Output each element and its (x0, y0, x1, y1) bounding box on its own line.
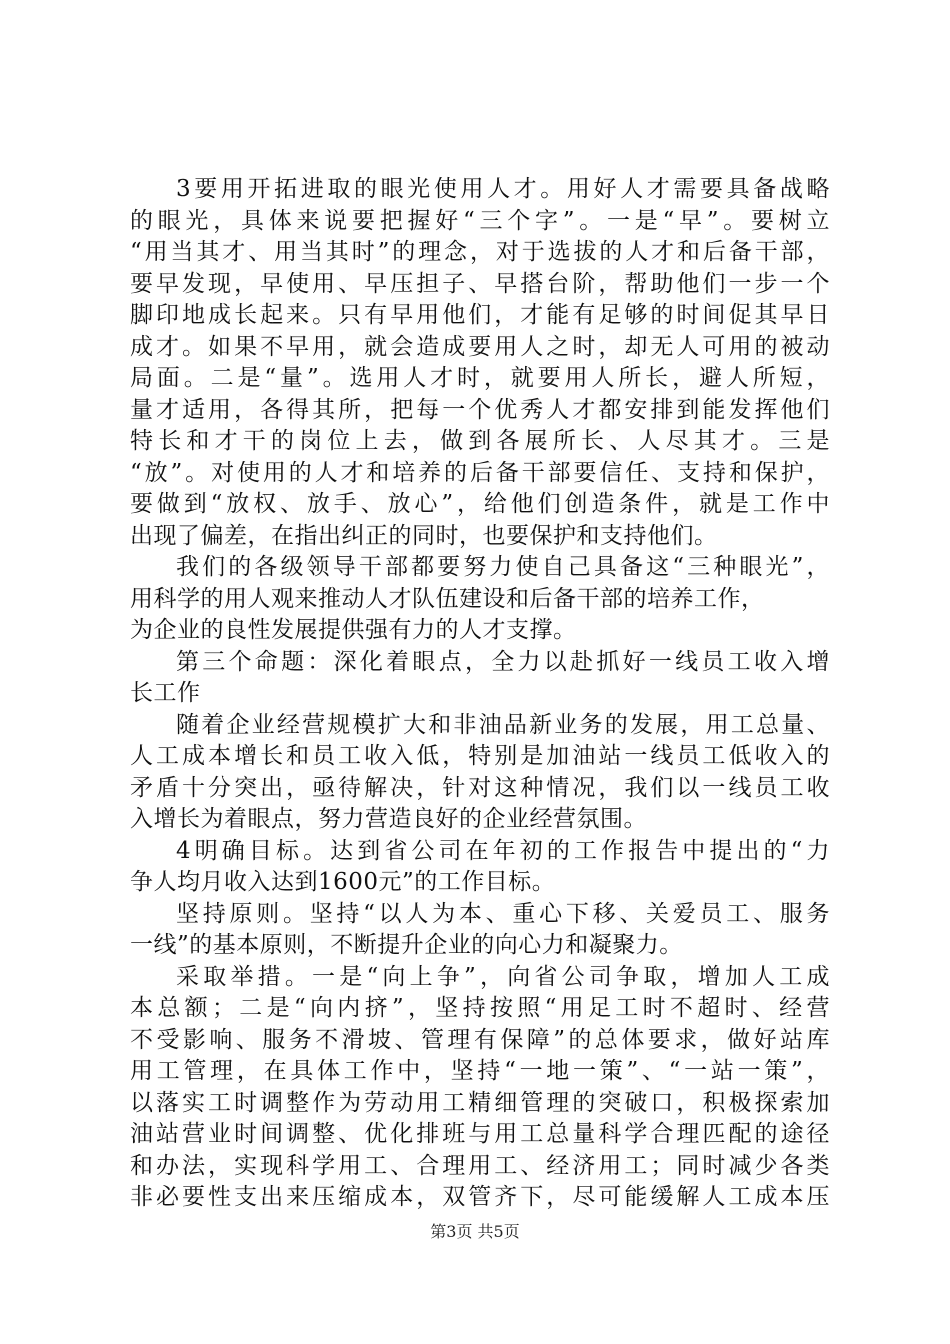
text-line: 要早发现，早使用、早压担子、早搭台阶，帮助他们一步一个 (130, 270, 830, 297)
text-line: 局面。二是“量”。选用人才时，就要用人所长，避人所短， (130, 365, 830, 391)
text-line: 量才适用，各得其所，把每一个优秀人才都安排到能发挥他们 (130, 396, 830, 423)
text-line: 的眼光，具体来说要把握好“三个字”。一是“早”。要树立 (130, 207, 830, 234)
text-line: 用科学的用人观来推动人才队伍建设和后备干部的培养工作， (130, 585, 765, 612)
section-heading-line: 第三个命题：深化着眼点，全力以赴抓好一线员工收入增 (176, 648, 830, 675)
text-line: 出现了偏差，在指出纠正的同时，也要保护和支持他们。 (130, 522, 718, 549)
text-line: 要做到“放权、放手、放心”，给他们创造条件，就是工作中 (130, 491, 830, 517)
text-line: 矛盾十分突出，亟待解决，针对这种情况，我们以一线员工收 (130, 774, 830, 801)
text-line: 为企业的良性发展提供强有力的人才支撑。 (130, 617, 577, 643)
text-line: “用当其才、用当其时”的理念，对于选拔的人才和后备干部， (130, 239, 830, 265)
text-line: 脚印地成长起来。只有早用他们，才能有足够的时间促其早日 (130, 302, 830, 328)
text-line: 特长和才干的岗位上去，做到各展所长、人尽其才。三是 (130, 428, 830, 454)
text-line: 3要用开拓进取的眼光使用人才。用好人才需要具备战略 (176, 176, 830, 202)
text-line: 油站营业时间调整、优化排班与用工总量科学合理匹配的途径 (130, 1121, 830, 1147)
section-heading-line: 长工作 (130, 680, 201, 706)
text-line: 一线”的基本原则，不断提升企业的向心力和凝聚力。 (130, 932, 683, 958)
text-line: 和办法，实现科学用工、合理用工、经济用工；同时减少各类 (130, 1152, 830, 1179)
page-footer: 第3页 共5页 (430, 1222, 520, 1241)
text-line: 用工管理，在具体工作中，坚持“一地一策”、“一站一策”， (130, 1058, 830, 1084)
text-line: 不受影响、服务不滑坡、管理有保障”的总体要求，做好站库 (130, 1026, 830, 1053)
text-line: 本总额；二是“向内挤”，坚持按照“用足工时不超时、经营 (130, 995, 830, 1021)
text-line: 坚持原则。坚持“以人为本、重心下移、关爱员工、服务 (176, 900, 830, 927)
document-body (130, 174, 830, 1214)
text-line: 争人均月收入达到1600元”的工作目标。 (130, 869, 556, 895)
text-line: 随着企业经营规模扩大和非油品新业务的发展，用工总量、 (176, 711, 830, 738)
text-line: 成才。如果不早用，就会造成要用人之时，却无人可用的被动 (130, 333, 830, 360)
text-line: 4明确目标。达到省公司在年初的工作报告中提出的“力 (176, 837, 830, 864)
text-line: 以落实工时调整作为劳动用工精细管理的突破口，积极探索加 (130, 1089, 830, 1116)
text-line: 我们的各级领导干部都要努力使自己具备这“三种眼光”， (176, 554, 830, 580)
text-line: “放”。对使用的人才和培养的后备干部要信任、支持和保护， (130, 459, 830, 486)
text-line: 人工成本增长和员工收入低，特别是加油站一线员工低收入的 (130, 743, 830, 769)
text-line: 非必要性支出来压缩成本，双管齐下，尽可能缓解人工成本压 (130, 1184, 830, 1210)
text-line: 入增长为着眼点，努力营造良好的企业经营氛围。 (130, 806, 647, 832)
text-line: 采取举措。一是“向上争”，向省公司争取，增加人工成 (176, 963, 830, 990)
